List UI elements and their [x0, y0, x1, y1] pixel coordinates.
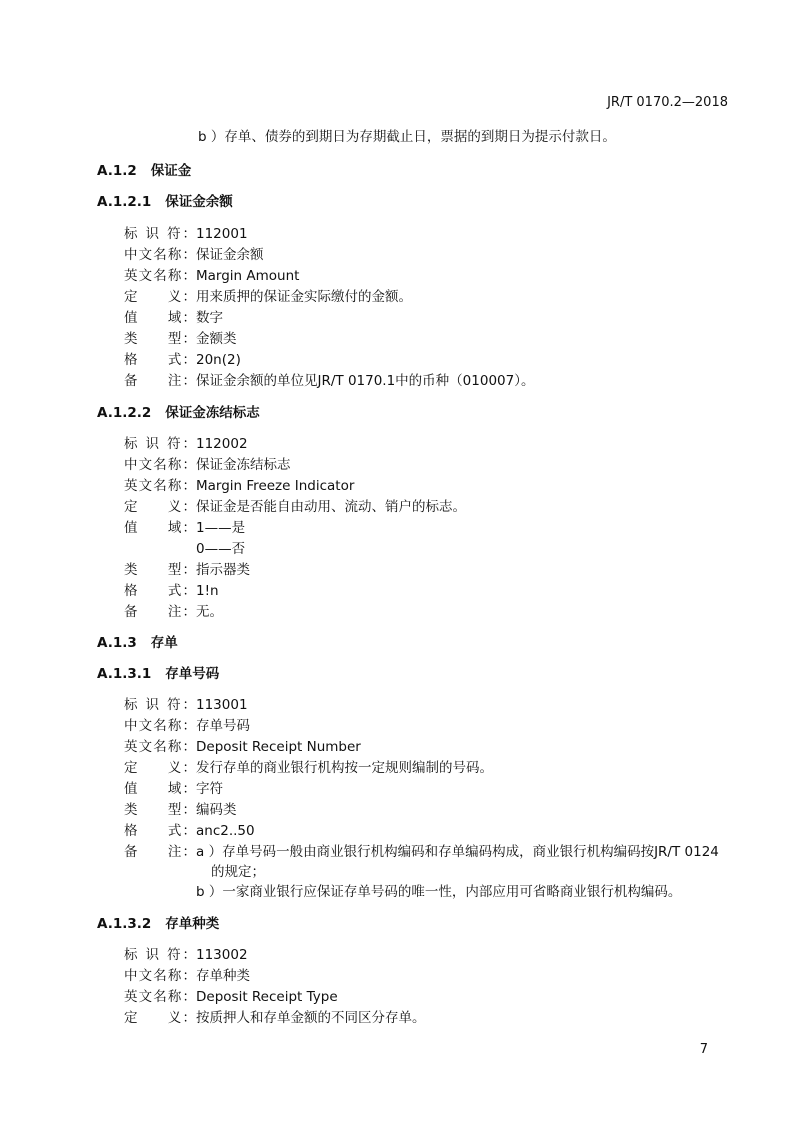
- field-label: 值 域：: [124, 520, 196, 536]
- section-title: 保证金余额: [165, 194, 233, 210]
- field-label: 英文名称：: [124, 739, 196, 755]
- field-value: 113002: [196, 947, 248, 963]
- field-label: 中文名称：: [124, 247, 196, 263]
- field-identifier: [124, 438, 248, 452]
- field-label: 类 型：: [124, 562, 196, 578]
- field-value: Deposit Receipt Type: [196, 989, 338, 1005]
- field-cn-name: [124, 459, 291, 473]
- section-heading: [97, 165, 191, 179]
- section-number: A.1.3: [97, 635, 137, 651]
- field-cn-name: [124, 720, 250, 734]
- field-label: 值 域：: [124, 781, 196, 797]
- field-value: 20n(2): [196, 352, 241, 368]
- section-number: A.1.2.2: [97, 405, 152, 421]
- field-label: 中文名称：: [124, 718, 196, 734]
- field-value: 1!n: [196, 583, 219, 599]
- section-heading: [97, 637, 178, 651]
- section-title: 保证金: [150, 163, 192, 179]
- field-domain: [124, 522, 245, 536]
- field-value: 存单种类: [196, 968, 250, 984]
- field-en-name: [124, 991, 338, 1005]
- section-title: 存单号码: [165, 666, 220, 682]
- section-number: A.1.2: [97, 163, 137, 179]
- field-value: Margin Amount: [196, 268, 300, 284]
- field-cn-name: [124, 970, 250, 984]
- field-label: 格 式：: [124, 823, 196, 839]
- field-identifier: [124, 228, 248, 242]
- section-number: A.1.3.2: [97, 916, 152, 932]
- field-value: 无。: [196, 604, 223, 620]
- field-value: Margin Freeze Indicator: [196, 478, 355, 494]
- field-en-name: [124, 741, 361, 755]
- field-value: 保证金冻结标志: [196, 457, 291, 473]
- field-en-name: [124, 270, 299, 284]
- field-type: [124, 804, 237, 818]
- field-note: [124, 846, 719, 860]
- field-en-name: [124, 480, 354, 494]
- section-heading: [97, 668, 219, 682]
- field-value: 按质押人和存单金额的不同区分存单。: [196, 1010, 426, 1026]
- field-value: 编码类: [196, 802, 237, 818]
- field-definition: [124, 1012, 426, 1026]
- field-label: 定 义：: [124, 289, 196, 305]
- field-label: 备 注：: [124, 373, 196, 389]
- page-number: 7: [699, 1042, 708, 1057]
- field-note: [124, 375, 534, 389]
- section-number: A.1.2.1: [97, 194, 152, 210]
- field-format: [124, 354, 241, 368]
- section-heading: [97, 196, 233, 210]
- field-format: [124, 825, 255, 839]
- field-label: 英文名称：: [124, 478, 196, 494]
- field-label: 英文名称：: [124, 989, 196, 1005]
- standard-number: JR/T 0170.2—2018: [607, 95, 728, 110]
- field-identifier: [124, 699, 248, 713]
- field-note-b: [196, 886, 681, 900]
- field-value: 的规定；: [211, 864, 265, 880]
- field-label: 中文名称：: [124, 457, 196, 473]
- field-label: 备 注：: [124, 844, 196, 860]
- field-cn-name: [124, 249, 264, 263]
- field-definition: [124, 501, 466, 515]
- field-format: [124, 585, 219, 599]
- field-value: 112001: [196, 226, 248, 242]
- field-value: 存单号码: [196, 718, 250, 734]
- field-value: Deposit Receipt Number: [196, 739, 361, 755]
- field-label: 标 识 符：: [124, 226, 196, 242]
- field-note: [124, 606, 223, 620]
- continuation-text: b ）存单、债券的到期日为存期截止日，票据的到期日为提示付款日。: [198, 129, 616, 145]
- field-label: 中文名称：: [124, 968, 196, 984]
- field-identifier: [124, 949, 248, 963]
- field-type: [124, 564, 250, 578]
- section-heading: [97, 407, 260, 421]
- field-label: 英文名称：: [124, 268, 196, 284]
- field-label: 标 识 符：: [124, 697, 196, 713]
- field-value: 用来质押的保证金实际缴付的金额。: [196, 289, 412, 305]
- section-heading: [97, 918, 219, 932]
- field-definition: [124, 762, 493, 776]
- field-value: b ）一家商业银行应保证存单号码的唯一性，内部应用可省略商业银行机构编码。: [196, 884, 682, 900]
- field-label: 定 义：: [124, 760, 196, 776]
- field-value: 112002: [196, 436, 248, 452]
- field-label: 值 域：: [124, 310, 196, 326]
- field-value: 保证金余额的单位见JR/T 0170.1中的币种（010007）。: [196, 373, 535, 389]
- field-value: a ）存单号码一般由商业银行机构编码和存单编码构成，商业银行机构编码按JR/T 0124: [196, 844, 719, 860]
- field-label: 标 识 符：: [124, 947, 196, 963]
- field-note-continued: [211, 866, 265, 880]
- field-label: 类 型：: [124, 331, 196, 347]
- field-value: 金额类: [196, 331, 237, 347]
- field-label: 格 式：: [124, 352, 196, 368]
- field-type: [124, 333, 237, 347]
- field-value: anc2..50: [196, 823, 255, 839]
- field-value: 113001: [196, 697, 248, 713]
- field-label: 定 义：: [124, 499, 196, 515]
- section-title: 保证金冻结标志: [165, 405, 260, 421]
- field-label: 标 识 符：: [124, 436, 196, 452]
- field-value: 指示器类: [196, 562, 250, 578]
- field-domain: [124, 312, 223, 326]
- field-value: 保证金是否能自由动用、流动、销户的标志。: [196, 499, 466, 515]
- section-title: 存单种类: [165, 916, 220, 932]
- field-domain: [124, 783, 223, 797]
- field-value: 0——否: [196, 541, 246, 557]
- field-value: 1——是: [196, 520, 246, 536]
- field-value: 字符: [196, 781, 223, 797]
- section-number: A.1.3.1: [97, 666, 152, 682]
- field-definition: [124, 291, 412, 305]
- field-value: 数字: [196, 310, 223, 326]
- field-label: 类 型：: [124, 802, 196, 818]
- field-domain-continued: [196, 543, 245, 557]
- field-label: 备 注：: [124, 604, 196, 620]
- field-label: 定 义：: [124, 1010, 196, 1026]
- field-value: 保证金余额: [196, 247, 264, 263]
- field-label: 格 式：: [124, 583, 196, 599]
- field-value: 发行存单的商业银行机构按一定规则编制的号码。: [196, 760, 493, 776]
- section-title: 存单: [150, 635, 178, 651]
